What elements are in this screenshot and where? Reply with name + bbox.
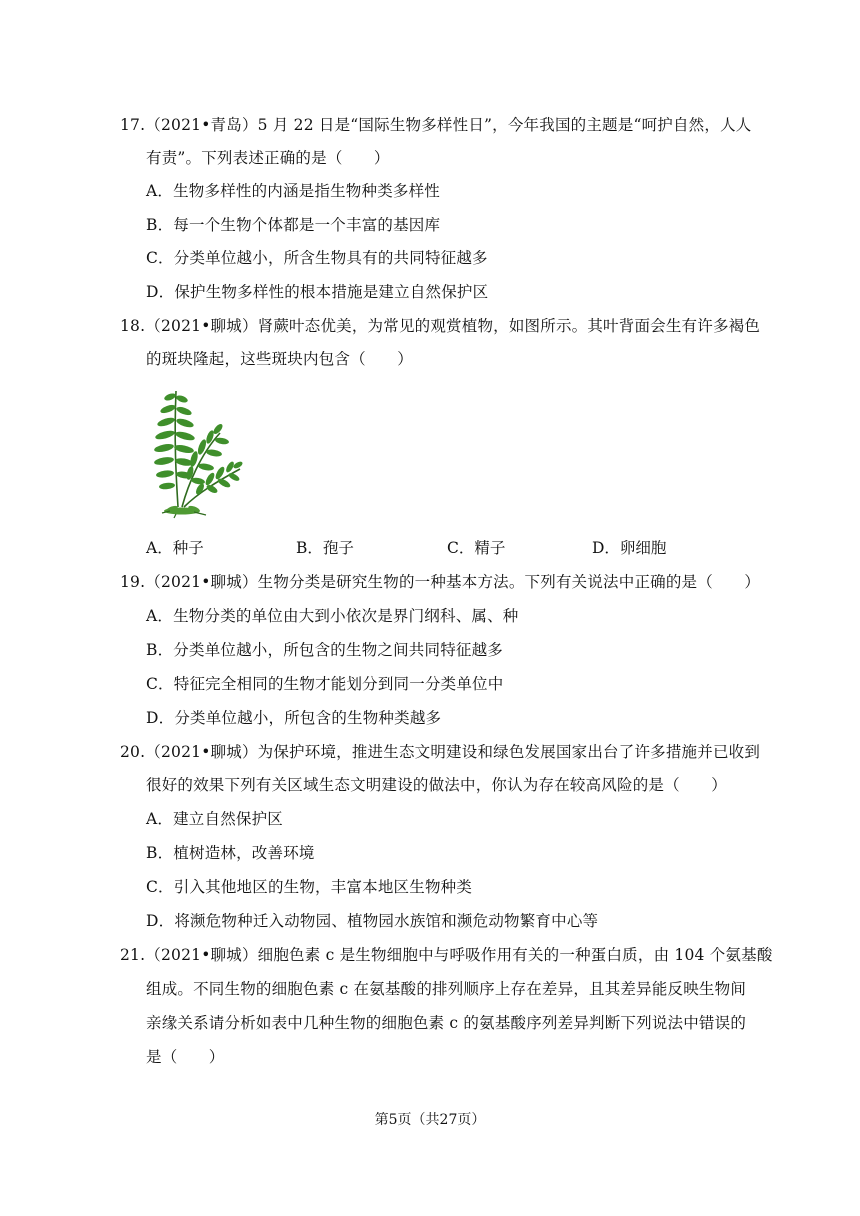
page-number: 第5页（共27页） <box>374 1112 486 1128</box>
question-18-options <box>146 537 746 561</box>
question-17-stem-cont: 有责”。下列表述正确的是（ ） <box>146 149 390 167</box>
question-20-stem-cont: 很好的效果下列有关区域生态文明建设的做法中，你认为存在较高风险的是（ ） <box>146 776 727 794</box>
question-21-stem: 21.（2021•聊城）细胞色素 c 是生物细胞中与呼吸作用有关的一种蛋白质，由 104 个氨基酸 <box>120 946 773 964</box>
question-21-stem-cont-2: 亲缘关系请分析如表中几种生物的细胞色素 c 的氨基酸序列差异判断下列说法中错误的 <box>146 1014 747 1032</box>
question-18-stem-cont: 的斑块隆起，这些斑块内包含（ ） <box>146 350 413 368</box>
question-18-option-c: C．精子 <box>447 539 506 557</box>
question-20-stem: 20.（2021•聊城）为保护环境，推进生态文明建设和绿色发展国家出台了许多措施并已收到 <box>120 743 761 761</box>
question-19-option-d: D．分类单位越小，所包含的生物种类越多 <box>146 709 442 727</box>
fern-plant-icon <box>148 385 244 519</box>
question-20-option-c: C．引入其他地区的生物，丰富本地区生物种类 <box>146 878 473 896</box>
question-17-option-a: A．生物多样性的内涵是指生物种类多样性 <box>146 182 440 200</box>
question-19-option-b: B．分类单位越小，所包含的生物之间共同特征越多 <box>146 641 503 659</box>
question-18-option-b: B．孢子 <box>296 539 354 557</box>
question-18-option-a: A．种子 <box>146 539 204 557</box>
question-17-stem: 17.（2021•青岛）5 月 22 日是“国际生物多样性日”，今年我国的主题是“呵护自然，人人 <box>120 116 752 134</box>
question-19-option-a: A．生物分类的单位由大到小依次是界门纲科、属、种 <box>146 607 519 625</box>
question-21-stem-cont-1: 组成。不同生物的细胞色素 c 在氨基酸的排列顺序上存在差异，且其差异能反映生物间 <box>146 980 747 998</box>
question-19-stem: 19.（2021•聊城）生物分类是研究生物的一种基本方法。下列有关说法中正确的是（ ） <box>120 573 761 591</box>
question-17-option-c: C．分类单位越小，所含生物具有的共同特征越多 <box>146 249 488 267</box>
question-19-option-c: C．特征完全相同的生物才能划分到同一分类单位中 <box>146 675 504 693</box>
question-18-stem: 18.（2021•聊城）肾蕨叶态优美，为常见的观赏植物，如图所示。其叶背面会生有许多褐色 <box>120 317 761 335</box>
question-17-option-d: D．保护生物多样性的根本措施是建立自然保护区 <box>146 283 489 301</box>
question-18-option-d: D．卵细胞 <box>592 539 667 557</box>
question-17-option-b: B．每一个生物个体都是一个丰富的基因库 <box>146 216 441 234</box>
question-20-option-b: B．植树造林，改善环境 <box>146 844 315 862</box>
question-20-option-a: A．建立自然保护区 <box>146 810 283 828</box>
question-20-option-d: D．将濒危物种迁入动物园、植物园水族馆和濒危动物繁育中心等 <box>146 912 599 930</box>
question-21-stem-cont-3: 是（ ） <box>146 1048 225 1066</box>
